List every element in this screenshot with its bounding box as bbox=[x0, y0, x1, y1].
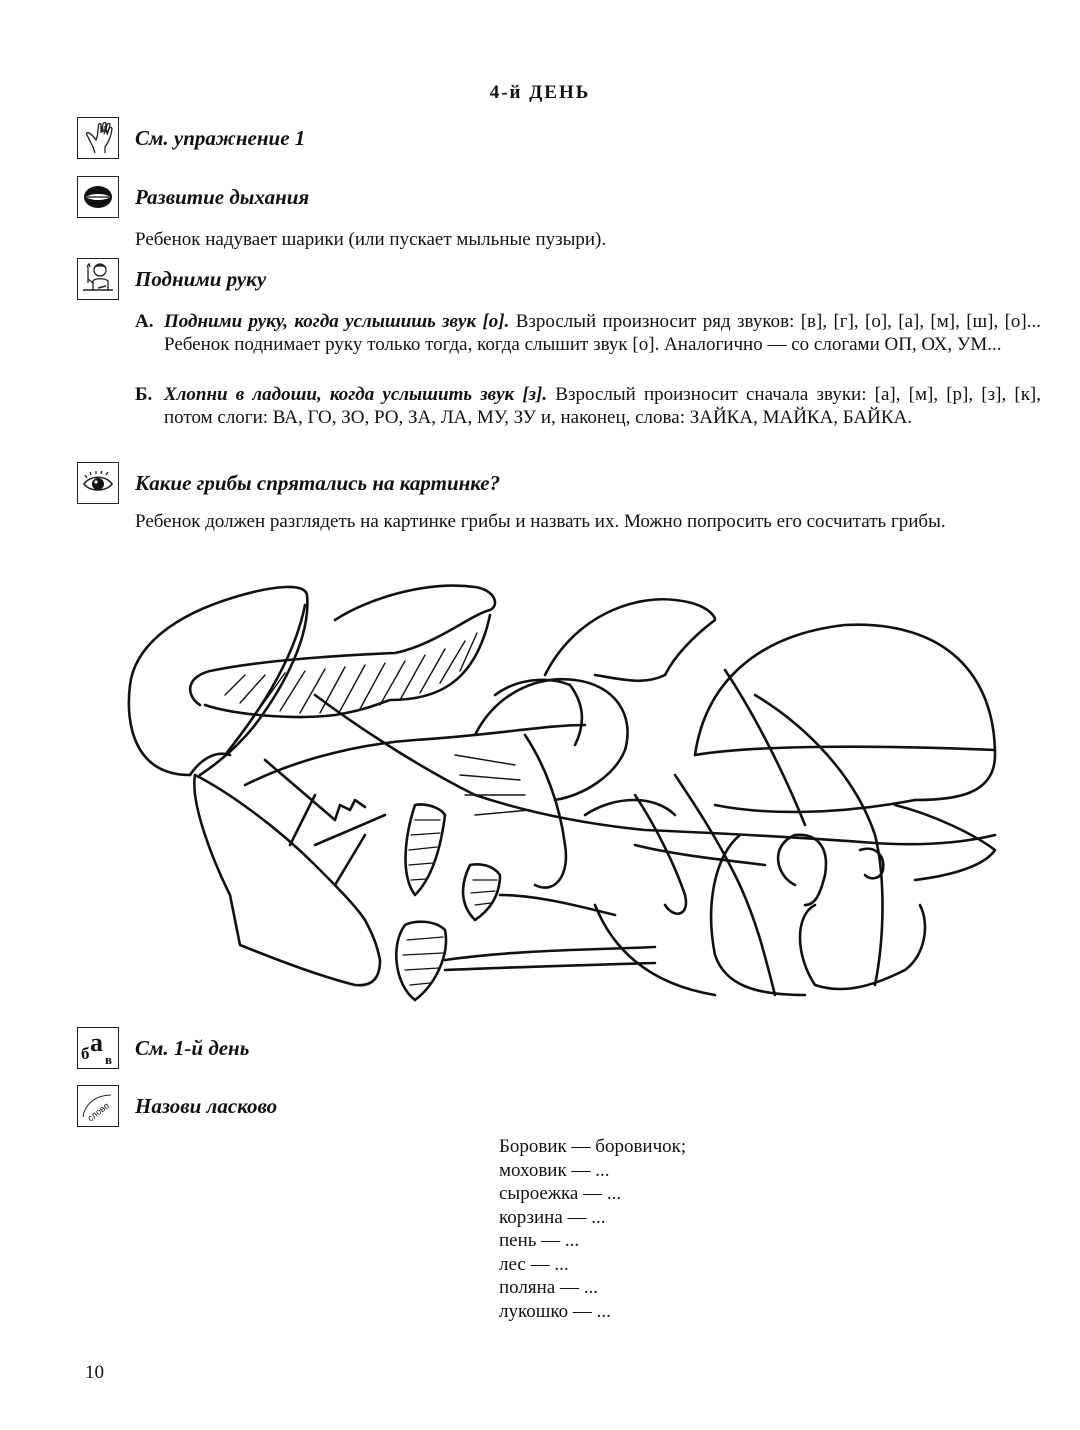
mushroom-outline bbox=[129, 587, 308, 775]
day-word: ДЕНЬ bbox=[529, 82, 591, 103]
mushroom-outline bbox=[778, 835, 826, 905]
item-instruction: Подними руку, когда услышишь звук [о]. bbox=[164, 311, 510, 332]
lips-icon bbox=[77, 176, 119, 218]
icon-word-text: слово bbox=[85, 1100, 112, 1124]
section-title: Какие грибы спрятались на картинке? bbox=[135, 470, 501, 495]
mushroom-outline bbox=[475, 679, 628, 800]
section-mushrooms bbox=[77, 462, 500, 504]
day-number: 4-й bbox=[489, 82, 523, 103]
section-affectionate bbox=[77, 1085, 277, 1127]
word-list bbox=[499, 1135, 686, 1323]
mushroom-outline bbox=[695, 625, 995, 800]
page-title bbox=[0, 82, 1080, 104]
item-marker: А. bbox=[135, 311, 154, 332]
mushroom-outline bbox=[205, 615, 490, 717]
section-title: Назови ласково bbox=[135, 1093, 278, 1118]
mushroom-outline bbox=[800, 905, 925, 989]
section-breathing bbox=[77, 176, 309, 218]
section-title: Подними руку bbox=[135, 266, 267, 291]
word-icon bbox=[77, 1085, 119, 1127]
child-raising-hand-icon bbox=[77, 258, 119, 300]
word-pair: Боровик — боровичок; bbox=[499, 1136, 687, 1157]
hand-icon bbox=[77, 117, 119, 159]
section-see-exercise bbox=[77, 117, 305, 159]
mushroom-outline bbox=[545, 599, 715, 681]
item-description: Взрослый произносит ряд звуков: [в], [г], [о], [а], [м], [ш], [о]... Ребенок поднимает руку только тогда, когда слышит звук [о]. Аналогично — со слогами ОП, ОХ, УМ... bbox=[164, 311, 1041, 355]
mushroom-outline bbox=[190, 586, 495, 705]
exercise-item-b bbox=[135, 383, 1041, 429]
word-pair: пень — ... bbox=[499, 1230, 580, 1251]
word-pair: сыроежка — ... bbox=[499, 1183, 622, 1204]
section-title: Развитие дыхания bbox=[135, 184, 310, 209]
icon-letter-a: а bbox=[90, 1029, 103, 1057]
letters-abv-icon bbox=[77, 1027, 119, 1069]
item-marker: Б. bbox=[135, 384, 153, 405]
icon-letter-v: в bbox=[105, 1052, 113, 1067]
eye-icon bbox=[77, 462, 119, 504]
word-pair: моховик — ... bbox=[499, 1159, 610, 1181]
section-title: См. 1-й день bbox=[135, 1035, 250, 1060]
word-pair: лес — ... bbox=[499, 1253, 569, 1275]
word-pair: лукошко — ... bbox=[499, 1300, 611, 1322]
section-title: См. упражнение 1 bbox=[135, 125, 306, 150]
icon-letter-b: б bbox=[81, 1044, 90, 1063]
word-pair: поляна — ... bbox=[499, 1277, 598, 1298]
item-instruction: Хлопни в ладоши, когда услышить звук [з]. bbox=[164, 384, 548, 405]
mushrooms-illustration bbox=[115, 575, 1005, 1015]
breathing-text: Ребенок надувает шарики (или пускает мыльные пузыри). bbox=[135, 229, 607, 250]
page-number: 10 bbox=[85, 1362, 104, 1383]
item-description: Взрослый произносит сначала звуки: [а], [м], [р], [з], [к], потом слоги: ВА, ГО, ЗО, РО, ЗА, ЛА, МУ, ЗУ и, наконец, слова: ЗАЙКА, МАЙКА, БАЙКА. bbox=[164, 384, 1041, 428]
word-pair: корзина — ... bbox=[499, 1206, 606, 1228]
exercise-item-a bbox=[135, 310, 1041, 356]
section-see-day bbox=[77, 1027, 249, 1069]
mushroom-outline bbox=[396, 922, 446, 1000]
section-raise-hand bbox=[77, 258, 266, 300]
mushrooms-text: Ребенок должен разглядеть на картинке грибы и назвать их. Можно попросить его сосчитать грибы. bbox=[135, 511, 946, 532]
